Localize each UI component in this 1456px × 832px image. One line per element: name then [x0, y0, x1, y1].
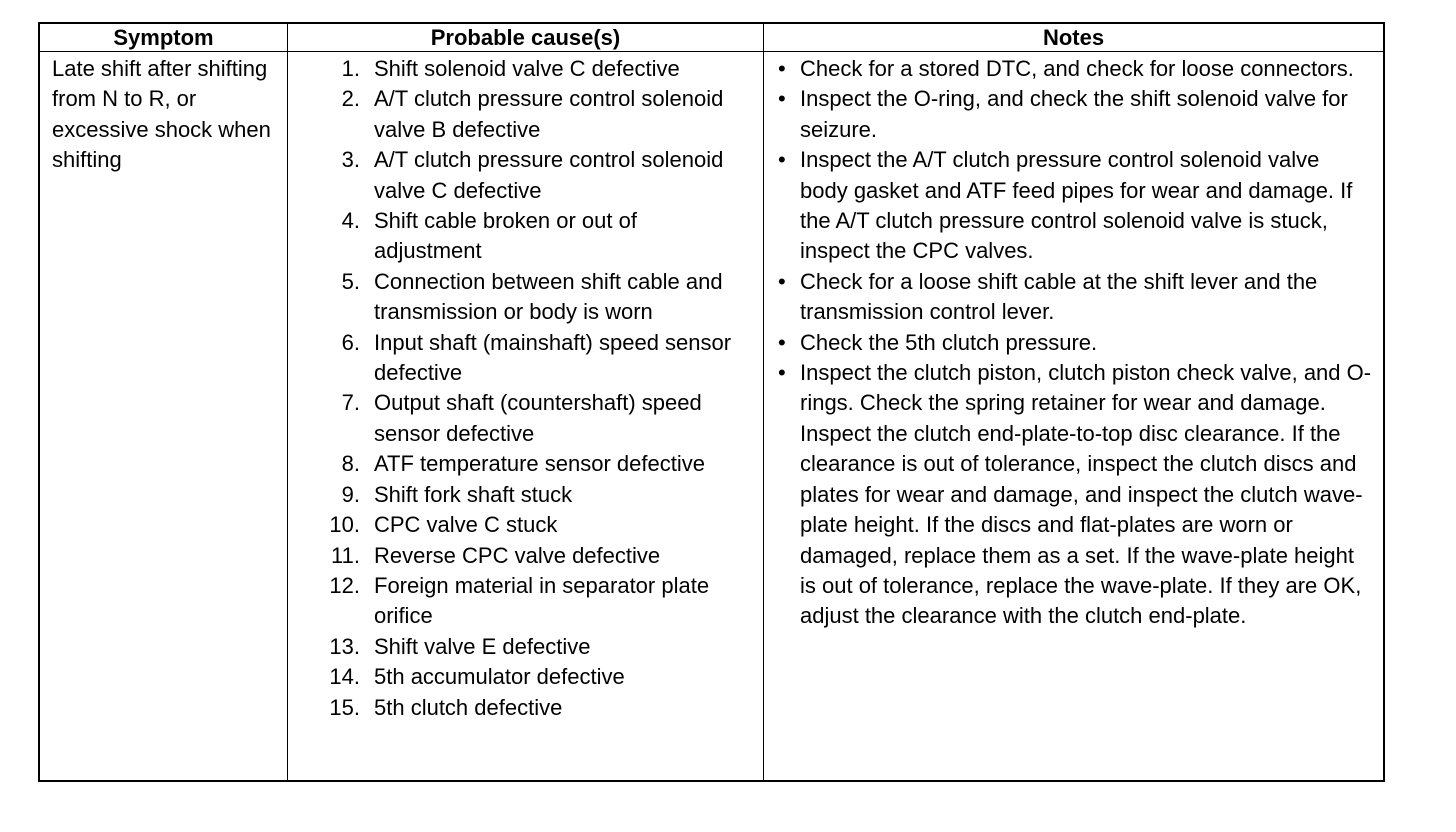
cause-item — [288, 632, 763, 662]
cause-item — [288, 267, 763, 328]
cause-item — [288, 510, 763, 540]
cause-text: Input shaft (mainshaft) speed sensor defective — [374, 329, 732, 386]
note-text: Inspect the clutch piston, clutch piston check valve, and O-rings. Check the spring retainer for wear and damage. Inspect the clutch end-plate-to-top disc clearance. If the clearance is out of tolerance, inspect the clutch discs and plates for wear and damage, and inspect the clutch wave-plate height. If the discs and flat-plates are worn or damaged, replace them as a set. If the wave-plate height is out of tolerance, replace the wave-plate. If they are OK, adjust the clearance with the clutch end-plate. — [800, 360, 1372, 629]
bullet-icon: • — [778, 56, 786, 81]
cause-text: Reverse CPC valve defective — [374, 542, 661, 568]
causes-cell — [288, 52, 764, 780]
cause-text: 5th clutch defective — [374, 694, 563, 720]
bullet-icon: • — [778, 329, 786, 355]
note-list — [776, 54, 1373, 632]
cause-number: 15. — [329, 694, 360, 720]
bullet-icon: • — [778, 268, 786, 294]
cause-list — [288, 54, 763, 723]
bullet-icon: • — [778, 86, 786, 112]
cause-number: 8. — [341, 451, 360, 477]
cause-number: 2. — [341, 86, 360, 112]
note-text: Inspect the A/T clutch pressure control solenoid valve body gasket and ATF feed pipes for wear and damage. If the A/T clutch pressure control solenoid valve is stuck, inspect the CPC valves. — [800, 147, 1353, 264]
note-item — [776, 84, 1373, 145]
cause-text: Foreign material in separator plate orifice — [374, 572, 710, 629]
cause-item — [288, 480, 763, 510]
cause-text: Shift solenoid valve C defective — [374, 56, 680, 81]
cause-number: 13. — [329, 633, 360, 659]
cause-number: 14. — [329, 664, 360, 690]
cause-text: Shift fork shaft stuck — [374, 481, 573, 507]
cause-item — [288, 388, 763, 449]
note-text: Check for a stored DTC, and check for loose connectors. — [800, 56, 1354, 81]
troubleshooting-table — [38, 22, 1385, 782]
cause-text: CPC valve C stuck — [374, 512, 558, 538]
cause-text: 5th accumulator defective — [374, 664, 625, 690]
cause-number: 9. — [341, 481, 360, 507]
cause-number: 4. — [341, 208, 360, 234]
note-item — [776, 54, 1373, 84]
cause-item — [288, 206, 763, 267]
note-text: Check the 5th clutch pressure. — [800, 329, 1098, 355]
note-item — [776, 328, 1373, 358]
cause-text: Shift cable broken or out of adjustment — [374, 208, 637, 264]
cause-text: Connection between shift cable and transmission or body is worn — [374, 268, 723, 325]
cause-number: 10. — [329, 512, 360, 538]
bullet-icon: • — [778, 360, 786, 386]
cause-item — [288, 662, 763, 692]
cause-number: 3. — [341, 147, 360, 173]
cause-item — [288, 54, 763, 84]
header-probable-causes: Probable cause(s) — [288, 24, 764, 52]
cause-item — [288, 145, 763, 206]
note-item — [776, 267, 1373, 328]
notes-cell — [764, 52, 1383, 780]
cause-text: Output shaft (countershaft) speed sensor defective — [374, 390, 702, 446]
cause-item — [288, 449, 763, 479]
cause-text: A/T clutch pressure control solenoid valve B defective — [374, 86, 724, 142]
note-item — [776, 358, 1373, 632]
cause-number: 12. — [329, 572, 360, 598]
cause-item — [288, 541, 763, 571]
header-symptom: Symptom — [40, 24, 288, 52]
cause-number: 1. — [341, 56, 360, 81]
cause-text: ATF temperature sensor defective — [374, 451, 705, 477]
cause-number: 5. — [341, 268, 360, 294]
cause-number: 7. — [341, 390, 360, 416]
cause-item — [288, 328, 763, 389]
cause-text: Shift valve E defective — [374, 633, 591, 659]
cause-item — [288, 693, 763, 723]
cause-text: A/T clutch pressure control solenoid valve C defective — [374, 147, 724, 203]
note-item — [776, 145, 1373, 267]
cause-item — [288, 571, 763, 632]
header-notes: Notes — [764, 24, 1383, 52]
note-text: Check for a loose shift cable at the shift lever and the transmission control lever. — [800, 268, 1318, 325]
cause-number: 11. — [331, 542, 360, 568]
bullet-icon: • — [778, 147, 786, 173]
cause-item — [288, 84, 763, 145]
note-text: Inspect the O-ring, and check the shift solenoid valve for seizure. — [800, 86, 1348, 142]
cause-number: 6. — [341, 329, 360, 355]
symptom-cell: Late shift after shifting from N to R, or excessive shock when shifting — [40, 52, 288, 780]
